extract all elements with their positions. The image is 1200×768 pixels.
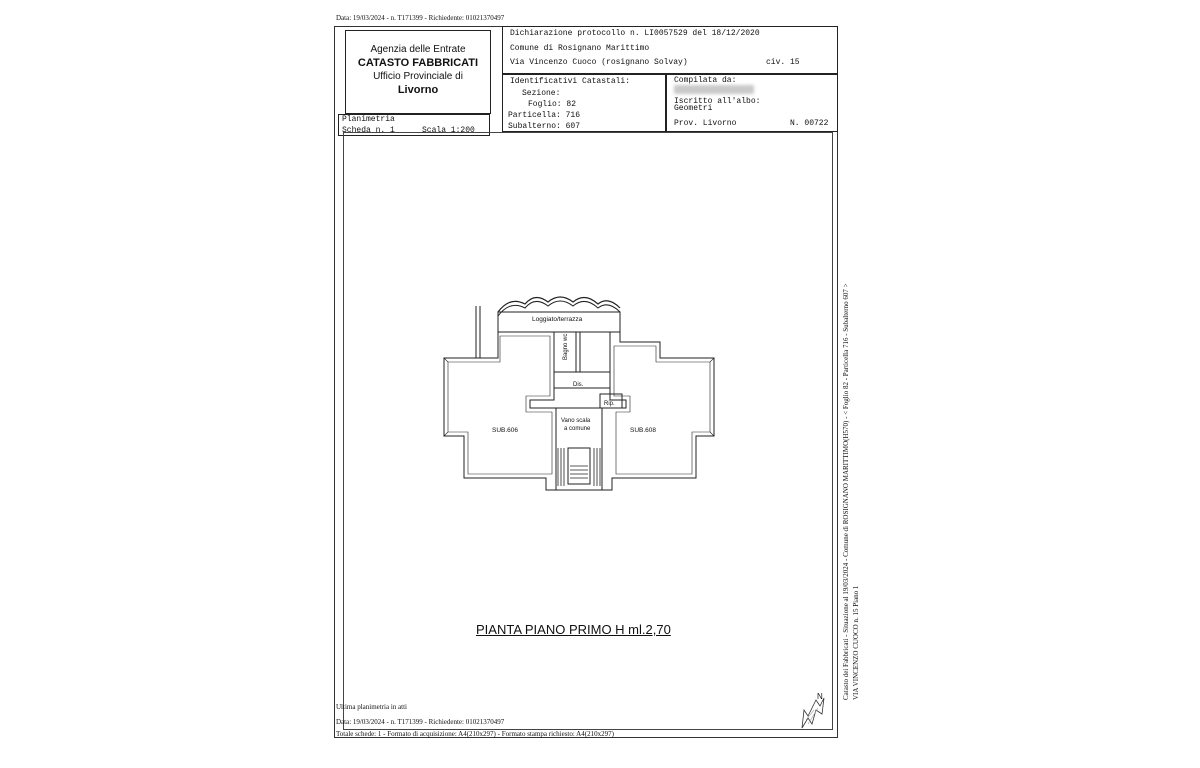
redacted-name <box>674 85 754 94</box>
label-rip: Rip. <box>604 401 615 407</box>
plan-title: PIANTA PIANO PRIMO H ml.2,70 <box>476 622 671 637</box>
planimetria-label: Planimetria <box>342 115 395 124</box>
side-text-line1: Catasto dei Fabbricati - Situazione al 19/03/2024 - Comune di ROSIGNANO MARITTIMO(H570) - < Foglio 82 - Particella 716 - Subalterno 607 > <box>842 283 850 700</box>
label-dis: Dis. <box>573 382 584 388</box>
identificativi-title: Identificativi Catastali: <box>510 77 631 86</box>
planimetria-scheda: Scheda n. 1 <box>342 126 395 135</box>
label-bagno: Bagno wc <box>563 333 569 360</box>
declaration-civ: civ. 15 <box>766 58 800 67</box>
footer-totale: Totale schede: 1 - Formato di acquisizione: A4(210x297) - Formato stampa richiesto: A4(210x297) <box>336 730 614 738</box>
label-sub606: SUB.606 <box>492 427 519 434</box>
north-label: N <box>817 692 823 701</box>
agency-city: Livorno <box>397 84 439 96</box>
footer-ultima: Ultima planimetria in atti <box>336 703 407 711</box>
agency-ufficio: Ufficio Provinciale di <box>373 71 463 82</box>
declaration-protocol: Dichiarazione protocollo n. LI0057529 del 18/12/2020 <box>510 29 760 38</box>
declaration-address: Via Vincenzo Cuoco (rosignano Solvay) <box>510 58 688 67</box>
label-loggiato: Loggiato/terrazza <box>532 316 583 323</box>
label-sub608: SUB.608 <box>630 427 657 434</box>
footer-data: Data: 19/03/2024 - n. T171399 - Richiedente: 01021370497 <box>336 718 505 726</box>
label-comune: a comune <box>564 426 591 432</box>
side-text-line2: VIA VINCENZO CUOCO n. 15 Piano 1 <box>852 585 860 700</box>
north-arrow-icon <box>794 690 830 730</box>
identificativi-sezione: Sezione: <box>522 89 561 98</box>
identificativi-subalterno: Subalterno: 607 <box>508 122 581 131</box>
loggia-arches <box>498 297 620 312</box>
identificativi-foglio: Foglio: 82 <box>528 100 577 109</box>
compilata-iscritto: Iscritto all'albo: <box>674 97 761 106</box>
compilata-albo: Geometri <box>674 104 713 113</box>
compilata-numero: N. 00722 <box>790 119 829 128</box>
agency-name: Agenzia delle Entrate <box>370 44 466 55</box>
label-vano: Vano scala <box>561 418 591 424</box>
agency-box <box>345 30 491 114</box>
declaration-comune: Comune di Rosignano Marittimo <box>510 44 650 53</box>
planimetria-scala: Scala 1:200 <box>422 126 475 135</box>
compilata-prov: Prov. Livorno <box>674 119 737 128</box>
identificativi-particella: Particella: 716 <box>508 111 581 120</box>
sub608-outline <box>602 332 714 490</box>
floor-plan <box>430 290 730 500</box>
header-request-line: Data: 19/03/2024 - n. T171399 - Richiedente: 01021370497 <box>336 14 505 22</box>
agency-catasto: CATASTO FABBRICATI <box>357 57 479 69</box>
compilata-label: Compilata da: <box>674 76 737 85</box>
